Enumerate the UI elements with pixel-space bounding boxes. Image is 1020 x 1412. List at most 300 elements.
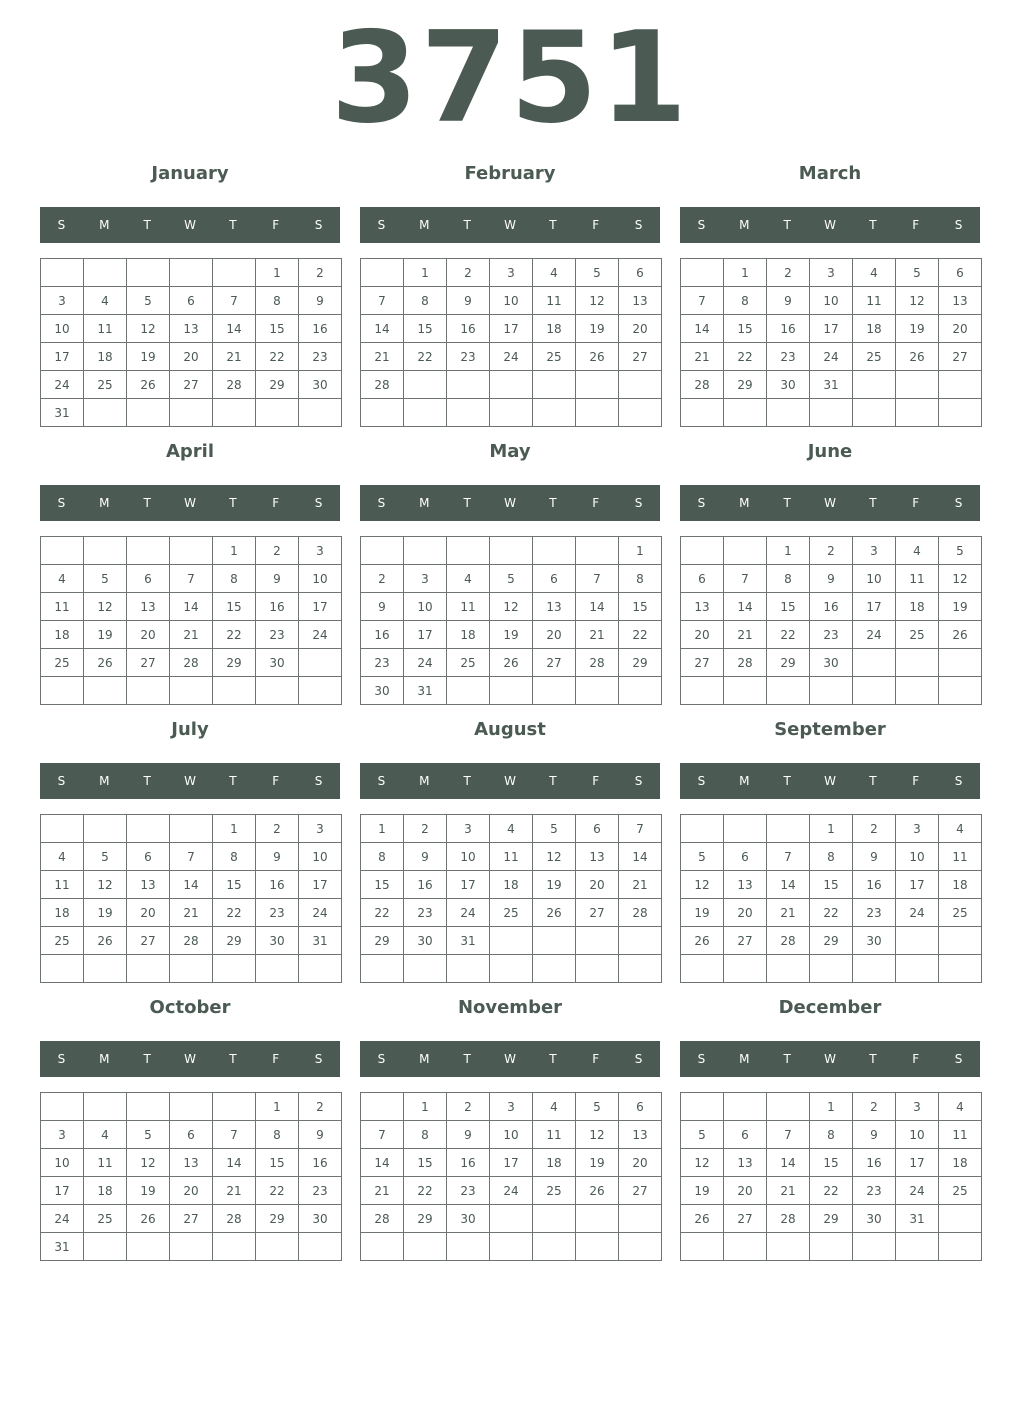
empty-cell bbox=[853, 649, 896, 677]
empty-cell bbox=[404, 1233, 447, 1261]
day-cell: 30 bbox=[810, 649, 853, 677]
empty-cell bbox=[170, 1093, 213, 1121]
empty-cell bbox=[681, 677, 724, 705]
empty-cell bbox=[939, 927, 982, 955]
empty-cell bbox=[361, 399, 404, 427]
day-cell: 8 bbox=[213, 565, 256, 593]
empty-cell bbox=[213, 399, 256, 427]
week-row bbox=[41, 955, 342, 983]
weekday-header bbox=[40, 1041, 340, 1077]
empty-cell bbox=[170, 815, 213, 843]
day-cell: 25 bbox=[84, 371, 127, 399]
day-cell: 19 bbox=[939, 593, 982, 621]
day-cell: 14 bbox=[576, 593, 619, 621]
day-cell: 14 bbox=[681, 315, 724, 343]
empty-cell bbox=[576, 371, 619, 399]
day-cell: 2 bbox=[447, 1093, 490, 1121]
weekday-label: T bbox=[783, 1052, 791, 1066]
empty-cell bbox=[127, 677, 170, 705]
day-cell: 14 bbox=[767, 871, 810, 899]
week-row bbox=[681, 621, 982, 649]
day-cell: 30 bbox=[853, 1205, 896, 1233]
day-cell: 29 bbox=[213, 649, 256, 677]
day-cell: 19 bbox=[127, 1177, 170, 1205]
day-cell: 28 bbox=[724, 649, 767, 677]
empty-cell bbox=[213, 955, 256, 983]
empty-cell bbox=[127, 955, 170, 983]
day-cell: 21 bbox=[361, 343, 404, 371]
day-cell: 22 bbox=[619, 621, 662, 649]
day-cell: 18 bbox=[533, 315, 576, 343]
month-name: February bbox=[464, 163, 556, 184]
weekday-header bbox=[680, 763, 980, 799]
day-grid bbox=[680, 1092, 982, 1261]
empty-cell bbox=[84, 1233, 127, 1261]
day-cell: 17 bbox=[299, 871, 342, 899]
weekday-label: W bbox=[824, 1052, 836, 1066]
day-cell: 3 bbox=[299, 815, 342, 843]
week-row bbox=[681, 1177, 982, 1205]
day-cell: 7 bbox=[619, 815, 662, 843]
day-cell: 25 bbox=[533, 1177, 576, 1205]
week-row bbox=[361, 815, 662, 843]
day-cell: 26 bbox=[576, 343, 619, 371]
empty-cell bbox=[681, 537, 724, 565]
day-cell: 6 bbox=[939, 259, 982, 287]
empty-cell bbox=[447, 677, 490, 705]
empty-cell bbox=[213, 1093, 256, 1121]
empty-cell bbox=[490, 1205, 533, 1233]
day-cell: 16 bbox=[256, 871, 299, 899]
day-cell: 28 bbox=[767, 927, 810, 955]
weekday-label: M bbox=[99, 774, 110, 788]
week-row bbox=[41, 927, 342, 955]
year-title: 3751 bbox=[330, 4, 690, 151]
day-cell: 2 bbox=[404, 815, 447, 843]
day-cell: 23 bbox=[853, 899, 896, 927]
empty-cell bbox=[84, 955, 127, 983]
weekday-label: M bbox=[99, 1052, 110, 1066]
day-cell: 16 bbox=[299, 315, 342, 343]
empty-cell bbox=[576, 927, 619, 955]
day-cell: 10 bbox=[41, 315, 84, 343]
day-cell: 5 bbox=[127, 287, 170, 315]
day-cell: 5 bbox=[84, 843, 127, 871]
empty-cell bbox=[810, 677, 853, 705]
day-cell: 4 bbox=[84, 287, 127, 315]
weekday-label: S bbox=[377, 774, 386, 788]
empty-cell bbox=[853, 399, 896, 427]
weekday-label: F bbox=[912, 774, 920, 788]
day-cell: 29 bbox=[256, 1205, 299, 1233]
week-row bbox=[361, 955, 662, 983]
week-row bbox=[361, 649, 662, 677]
week-row bbox=[681, 1205, 982, 1233]
empty-cell bbox=[127, 537, 170, 565]
month-february bbox=[360, 160, 660, 430]
day-cell: 26 bbox=[576, 1177, 619, 1205]
day-cell: 1 bbox=[213, 815, 256, 843]
empty-cell bbox=[939, 371, 982, 399]
day-cell: 30 bbox=[299, 371, 342, 399]
empty-cell bbox=[619, 1205, 662, 1233]
empty-cell bbox=[576, 399, 619, 427]
day-cell: 16 bbox=[853, 871, 896, 899]
day-cell: 8 bbox=[404, 287, 447, 315]
day-cell: 24 bbox=[896, 1177, 939, 1205]
empty-cell bbox=[361, 1093, 404, 1121]
weekday-label: W bbox=[184, 496, 196, 510]
day-cell: 9 bbox=[299, 287, 342, 315]
empty-cell bbox=[490, 371, 533, 399]
day-cell: 14 bbox=[361, 1149, 404, 1177]
week-row bbox=[361, 677, 662, 705]
day-cell: 12 bbox=[533, 843, 576, 871]
day-cell: 24 bbox=[41, 1205, 84, 1233]
day-cell: 29 bbox=[810, 1205, 853, 1233]
empty-cell bbox=[299, 399, 342, 427]
week-row bbox=[41, 315, 342, 343]
weekday-label: M bbox=[739, 218, 750, 232]
empty-cell bbox=[939, 677, 982, 705]
day-cell: 28 bbox=[170, 649, 213, 677]
empty-cell bbox=[170, 399, 213, 427]
day-cell: 18 bbox=[853, 315, 896, 343]
empty-cell bbox=[447, 371, 490, 399]
empty-cell bbox=[84, 537, 127, 565]
day-cell: 9 bbox=[767, 287, 810, 315]
week-row bbox=[41, 1205, 342, 1233]
day-cell: 15 bbox=[256, 315, 299, 343]
day-cell: 10 bbox=[404, 593, 447, 621]
weekday-label: S bbox=[377, 496, 386, 510]
day-cell: 16 bbox=[810, 593, 853, 621]
week-row bbox=[361, 1121, 662, 1149]
empty-cell bbox=[447, 399, 490, 427]
day-cell: 14 bbox=[170, 871, 213, 899]
month-august bbox=[360, 716, 660, 986]
day-cell: 27 bbox=[939, 343, 982, 371]
weekday-label: S bbox=[954, 496, 963, 510]
month-name: July bbox=[171, 719, 209, 740]
day-cell: 11 bbox=[41, 871, 84, 899]
day-cell: 29 bbox=[404, 1205, 447, 1233]
day-cell: 21 bbox=[170, 621, 213, 649]
weekday-label: S bbox=[57, 496, 66, 510]
empty-cell bbox=[404, 955, 447, 983]
day-cell: 4 bbox=[939, 1093, 982, 1121]
empty-cell bbox=[299, 1233, 342, 1261]
day-cell: 5 bbox=[84, 565, 127, 593]
week-row bbox=[361, 593, 662, 621]
day-cell: 4 bbox=[41, 843, 84, 871]
week-row bbox=[681, 1093, 982, 1121]
day-cell: 19 bbox=[84, 621, 127, 649]
week-row bbox=[681, 315, 982, 343]
day-cell: 6 bbox=[533, 565, 576, 593]
day-cell: 17 bbox=[41, 1177, 84, 1205]
day-cell: 15 bbox=[724, 315, 767, 343]
empty-cell bbox=[767, 677, 810, 705]
week-row bbox=[681, 871, 982, 899]
weekday-header bbox=[40, 207, 340, 243]
day-grid bbox=[40, 1092, 342, 1261]
empty-cell bbox=[681, 1233, 724, 1261]
day-cell: 22 bbox=[810, 1177, 853, 1205]
month-april bbox=[40, 438, 340, 708]
empty-cell bbox=[447, 1233, 490, 1261]
empty-cell bbox=[84, 399, 127, 427]
day-cell: 17 bbox=[41, 343, 84, 371]
empty-cell bbox=[490, 677, 533, 705]
weekday-label: S bbox=[697, 496, 706, 510]
empty-cell bbox=[896, 371, 939, 399]
day-cell: 24 bbox=[490, 343, 533, 371]
day-cell: 4 bbox=[490, 815, 533, 843]
day-cell: 7 bbox=[170, 843, 213, 871]
weekday-label: T bbox=[463, 1052, 471, 1066]
day-cell: 21 bbox=[767, 1177, 810, 1205]
weekday-label: T bbox=[549, 496, 557, 510]
empty-cell bbox=[361, 955, 404, 983]
day-cell: 9 bbox=[361, 593, 404, 621]
day-cell: 13 bbox=[939, 287, 982, 315]
day-cell: 23 bbox=[256, 621, 299, 649]
day-cell: 19 bbox=[490, 621, 533, 649]
weekday-label: T bbox=[229, 1052, 237, 1066]
empty-cell bbox=[127, 1093, 170, 1121]
day-cell: 21 bbox=[724, 621, 767, 649]
day-cell: 7 bbox=[213, 287, 256, 315]
week-row bbox=[361, 259, 662, 287]
weekday-label: M bbox=[99, 218, 110, 232]
day-cell: 3 bbox=[490, 1093, 533, 1121]
week-row bbox=[361, 371, 662, 399]
weekday-label: M bbox=[419, 496, 430, 510]
day-cell: 25 bbox=[41, 927, 84, 955]
weekday-label: S bbox=[377, 1052, 386, 1066]
week-row bbox=[681, 537, 982, 565]
day-cell: 29 bbox=[767, 649, 810, 677]
day-cell: 8 bbox=[619, 565, 662, 593]
empty-cell bbox=[299, 649, 342, 677]
day-cell: 31 bbox=[41, 1233, 84, 1261]
day-grid bbox=[360, 1092, 662, 1261]
empty-cell bbox=[361, 1233, 404, 1261]
week-row bbox=[361, 565, 662, 593]
day-cell: 7 bbox=[213, 1121, 256, 1149]
weekday-label: S bbox=[697, 1052, 706, 1066]
day-cell: 20 bbox=[939, 315, 982, 343]
weekday-label: S bbox=[954, 218, 963, 232]
day-cell: 11 bbox=[447, 593, 490, 621]
day-cell: 25 bbox=[490, 899, 533, 927]
month-november bbox=[360, 994, 660, 1264]
empty-cell bbox=[576, 1233, 619, 1261]
week-row bbox=[41, 899, 342, 927]
weekday-label: T bbox=[143, 218, 151, 232]
weekday-label: M bbox=[419, 218, 430, 232]
weekday-label: F bbox=[272, 496, 280, 510]
day-cell: 4 bbox=[533, 259, 576, 287]
day-cell: 12 bbox=[84, 871, 127, 899]
weekday-label: T bbox=[869, 1052, 877, 1066]
weekday-header bbox=[680, 1041, 980, 1077]
day-cell: 23 bbox=[767, 343, 810, 371]
weekday-label: T bbox=[549, 774, 557, 788]
weekday-label: S bbox=[634, 496, 643, 510]
day-cell: 21 bbox=[681, 343, 724, 371]
empty-cell bbox=[767, 1233, 810, 1261]
empty-cell bbox=[533, 677, 576, 705]
day-cell: 1 bbox=[404, 259, 447, 287]
weekday-label: T bbox=[549, 218, 557, 232]
day-cell: 15 bbox=[767, 593, 810, 621]
day-cell: 28 bbox=[213, 1205, 256, 1233]
day-cell: 2 bbox=[256, 537, 299, 565]
weekday-label: M bbox=[99, 496, 110, 510]
day-cell: 1 bbox=[810, 1093, 853, 1121]
day-cell: 22 bbox=[213, 899, 256, 927]
empty-cell bbox=[896, 927, 939, 955]
weekday-label: S bbox=[57, 774, 66, 788]
day-cell: 11 bbox=[939, 1121, 982, 1149]
week-row bbox=[681, 343, 982, 371]
day-cell: 28 bbox=[213, 371, 256, 399]
weekday-label: F bbox=[272, 218, 280, 232]
day-cell: 6 bbox=[619, 1093, 662, 1121]
day-cell: 23 bbox=[404, 899, 447, 927]
empty-cell bbox=[939, 649, 982, 677]
day-cell: 15 bbox=[213, 871, 256, 899]
day-cell: 17 bbox=[299, 593, 342, 621]
week-row bbox=[681, 593, 982, 621]
day-cell: 25 bbox=[447, 649, 490, 677]
day-cell: 18 bbox=[84, 1177, 127, 1205]
empty-cell bbox=[619, 399, 662, 427]
day-cell: 11 bbox=[896, 565, 939, 593]
day-cell: 30 bbox=[256, 649, 299, 677]
empty-cell bbox=[533, 371, 576, 399]
day-cell: 8 bbox=[256, 1121, 299, 1149]
day-cell: 6 bbox=[619, 259, 662, 287]
day-cell: 18 bbox=[41, 621, 84, 649]
day-cell: 9 bbox=[853, 843, 896, 871]
empty-cell bbox=[767, 815, 810, 843]
weekday-label: W bbox=[824, 218, 836, 232]
day-cell: 24 bbox=[41, 371, 84, 399]
day-cell: 1 bbox=[767, 537, 810, 565]
day-cell: 15 bbox=[810, 1149, 853, 1177]
day-cell: 4 bbox=[896, 537, 939, 565]
day-cell: 27 bbox=[170, 1205, 213, 1233]
day-cell: 5 bbox=[681, 843, 724, 871]
day-cell: 7 bbox=[361, 287, 404, 315]
weekday-label: W bbox=[184, 218, 196, 232]
day-cell: 22 bbox=[404, 343, 447, 371]
week-row bbox=[361, 399, 662, 427]
day-cell: 30 bbox=[404, 927, 447, 955]
weekday-label: M bbox=[739, 1052, 750, 1066]
weekday-label: T bbox=[783, 218, 791, 232]
weekday-label: T bbox=[229, 774, 237, 788]
day-cell: 19 bbox=[533, 871, 576, 899]
day-cell: 9 bbox=[853, 1121, 896, 1149]
weekday-header bbox=[680, 207, 980, 243]
empty-cell bbox=[256, 677, 299, 705]
day-cell: 16 bbox=[447, 1149, 490, 1177]
day-cell: 22 bbox=[361, 899, 404, 927]
day-cell: 12 bbox=[896, 287, 939, 315]
day-cell: 18 bbox=[896, 593, 939, 621]
weekday-header bbox=[360, 207, 660, 243]
empty-cell bbox=[490, 955, 533, 983]
week-row bbox=[41, 1233, 342, 1261]
weekday-label: F bbox=[912, 218, 920, 232]
day-cell: 27 bbox=[127, 649, 170, 677]
day-cell: 16 bbox=[853, 1149, 896, 1177]
empty-cell bbox=[533, 1233, 576, 1261]
weekday-label: S bbox=[697, 774, 706, 788]
week-row bbox=[361, 287, 662, 315]
day-cell: 26 bbox=[681, 927, 724, 955]
day-cell: 22 bbox=[213, 621, 256, 649]
month-january bbox=[40, 160, 340, 430]
empty-cell bbox=[896, 955, 939, 983]
day-cell: 19 bbox=[896, 315, 939, 343]
day-cell: 29 bbox=[361, 927, 404, 955]
day-cell: 7 bbox=[724, 565, 767, 593]
empty-cell bbox=[896, 1233, 939, 1261]
week-row bbox=[681, 1121, 982, 1149]
day-cell: 29 bbox=[256, 371, 299, 399]
day-cell: 3 bbox=[404, 565, 447, 593]
empty-cell bbox=[170, 259, 213, 287]
day-cell: 3 bbox=[447, 815, 490, 843]
empty-cell bbox=[724, 1093, 767, 1121]
empty-cell bbox=[681, 259, 724, 287]
day-cell: 8 bbox=[213, 843, 256, 871]
day-cell: 26 bbox=[127, 1205, 170, 1233]
empty-cell bbox=[84, 1093, 127, 1121]
empty-cell bbox=[896, 677, 939, 705]
day-cell: 30 bbox=[767, 371, 810, 399]
day-cell: 9 bbox=[256, 565, 299, 593]
weekday-label: S bbox=[314, 1052, 323, 1066]
day-cell: 20 bbox=[724, 1177, 767, 1205]
empty-cell bbox=[853, 371, 896, 399]
week-row bbox=[681, 927, 982, 955]
weekday-label: S bbox=[634, 218, 643, 232]
day-cell: 23 bbox=[299, 343, 342, 371]
weekday-label: F bbox=[272, 1052, 280, 1066]
weekday-label: F bbox=[272, 774, 280, 788]
week-row bbox=[681, 899, 982, 927]
day-cell: 14 bbox=[619, 843, 662, 871]
day-cell: 1 bbox=[724, 259, 767, 287]
day-cell: 8 bbox=[767, 565, 810, 593]
day-cell: 19 bbox=[84, 899, 127, 927]
day-cell: 24 bbox=[404, 649, 447, 677]
day-cell: 12 bbox=[490, 593, 533, 621]
empty-cell bbox=[127, 815, 170, 843]
weekday-label: W bbox=[184, 774, 196, 788]
day-grid bbox=[680, 814, 982, 983]
day-cell: 5 bbox=[681, 1121, 724, 1149]
day-cell: 27 bbox=[576, 899, 619, 927]
month-name: January bbox=[151, 163, 229, 184]
weekday-label: S bbox=[314, 496, 323, 510]
